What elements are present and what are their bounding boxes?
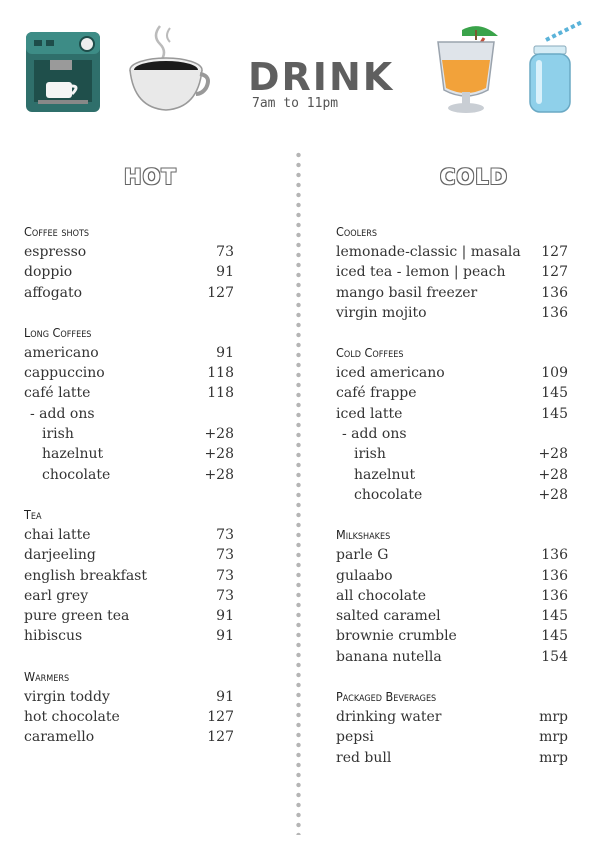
column-divider (296, 150, 301, 835)
menu-item (24, 383, 234, 403)
item-name: virgin toddy (24, 688, 110, 705)
menu-item (336, 363, 568, 383)
item-price: 145 (541, 385, 568, 402)
item-price: 136 (541, 284, 568, 301)
item-name: mango basil freezer (336, 284, 478, 301)
item-name: red bull (336, 749, 392, 766)
menu-item (24, 566, 234, 586)
section-title: Tea (24, 506, 42, 522)
menu-section (24, 323, 234, 485)
item-price: 127 (207, 709, 234, 726)
item-name: chocolate (354, 486, 423, 503)
menu-item (336, 404, 568, 424)
section-title: Coffee shots (24, 224, 90, 239)
item-price: 91 (216, 628, 234, 645)
item-price: 73 (216, 547, 234, 564)
item-name: hazelnut (354, 466, 416, 483)
item-price: 109 (541, 365, 568, 382)
menu-item (336, 626, 568, 646)
item-price: +28 (204, 446, 234, 463)
item-price: 91 (216, 264, 234, 281)
menu-section (336, 343, 568, 505)
item-price: +28 (204, 466, 234, 483)
item-price: 136 (541, 567, 568, 584)
item-price: 136 (541, 547, 568, 564)
item-name: - add ons (30, 405, 95, 422)
menu-item (24, 283, 234, 303)
item-price: 127 (207, 284, 234, 301)
item-name: drinking water (336, 709, 442, 726)
item-price: 73 (216, 587, 234, 604)
menu-item (336, 647, 568, 667)
espresso-machine-icon (24, 30, 102, 116)
item-price: +28 (204, 426, 234, 443)
cold-column (336, 222, 568, 788)
menu-section (24, 667, 234, 748)
item-name: affogato (24, 284, 83, 301)
section-title: Cold Coffees (336, 345, 404, 361)
item-name: gulaabo (336, 567, 393, 584)
item-price: mrp (539, 709, 568, 726)
menu-item (336, 303, 568, 323)
item-price: mrp (539, 749, 568, 766)
item-price: 73 (216, 567, 234, 584)
item-name: parle G (336, 547, 389, 564)
item-price: +28 (538, 466, 568, 483)
item-name: iced americano (336, 365, 445, 382)
item-name: brownie crumble (336, 628, 457, 645)
menu-item (336, 383, 568, 403)
menu-item (24, 727, 234, 747)
item-name: doppio (24, 264, 73, 281)
menu-title: DRINK (248, 55, 395, 99)
item-price: 145 (541, 608, 568, 625)
item-price: 127 (207, 729, 234, 746)
menu-item (24, 586, 234, 606)
menu-item (336, 242, 568, 262)
item-price: 73 (216, 244, 234, 260)
orange-cocktail-icon (434, 20, 514, 116)
item-price: 127 (541, 244, 568, 260)
item-price: mrp (539, 729, 568, 746)
item-name: espresso (24, 244, 87, 260)
item-price: 127 (541, 264, 568, 281)
item-name: irish (354, 446, 386, 463)
menu-item (336, 748, 568, 768)
item-price: 118 (207, 365, 234, 382)
menu-item (24, 707, 234, 727)
menu-section (336, 222, 568, 323)
item-name: café frappe (336, 385, 417, 402)
item-name: hot chocolate (24, 709, 120, 726)
item-name: cappuccino (24, 365, 105, 382)
menu-item (24, 626, 234, 646)
item-name: pure green tea (24, 608, 130, 625)
menu-section (336, 687, 568, 768)
menu-item (336, 707, 568, 727)
menu-item (24, 545, 234, 565)
cold-heading: COLD (440, 165, 509, 189)
menu-item (336, 586, 568, 606)
menu-item (24, 606, 234, 626)
add-on-item (24, 444, 234, 464)
menu-item (336, 262, 568, 282)
item-name: banana nutella (336, 648, 442, 665)
menu-item (336, 545, 568, 565)
iced-drink-jar-icon (524, 18, 588, 116)
menu-item (336, 727, 568, 747)
item-price: 136 (541, 304, 568, 321)
hot-column (24, 222, 234, 768)
item-name: lemonade-classic | masala (336, 244, 521, 260)
add-ons-label (24, 404, 234, 424)
menu-section (24, 505, 234, 647)
section-title: Milkshakes (336, 527, 391, 543)
item-name: caramello (24, 729, 95, 746)
menu-section (24, 222, 234, 303)
menu-item (24, 525, 234, 545)
item-price: 91 (216, 688, 234, 705)
menu-item (24, 262, 234, 282)
item-name: chocolate (42, 466, 111, 483)
item-price: 145 (541, 628, 568, 645)
item-name: americano (24, 344, 99, 361)
item-name: hazelnut (42, 446, 104, 463)
item-name: hibiscus (24, 628, 83, 645)
menu-item (336, 566, 568, 586)
menu-item (336, 606, 568, 626)
add-on-item (24, 424, 234, 444)
item-name: iced latte (336, 405, 403, 422)
menu-item (24, 687, 234, 707)
section-title: Packaged Beverages (336, 689, 437, 705)
add-ons-label (336, 424, 568, 444)
opening-hours: 7am to 11pm (252, 96, 339, 111)
item-price: 145 (541, 405, 568, 422)
add-on-item (24, 465, 234, 485)
item-name: irish (42, 426, 74, 443)
add-on-item (336, 444, 568, 464)
add-on-item (336, 485, 568, 505)
item-price: 118 (207, 385, 234, 402)
menu-section (336, 525, 568, 667)
item-name: english breakfast (24, 567, 147, 584)
item-name: darjeeling (24, 547, 96, 564)
item-price: 154 (541, 648, 568, 665)
item-name: earl grey (24, 587, 89, 604)
item-name: all chocolate (336, 587, 427, 604)
menu-item (336, 283, 568, 303)
item-name: salted caramel (336, 608, 441, 625)
section-title: Coolers (336, 224, 377, 239)
item-price: 73 (216, 526, 234, 543)
item-price: 136 (541, 587, 568, 604)
item-name: iced tea - lemon | peach (336, 264, 506, 281)
item-price: +28 (538, 486, 568, 503)
menu-item (24, 242, 234, 262)
item-name: café latte (24, 385, 91, 402)
menu-item (24, 343, 234, 363)
hot-heading: HOT (124, 165, 177, 189)
item-price: 91 (216, 608, 234, 625)
item-name: chai latte (24, 526, 91, 543)
menu-item (24, 363, 234, 383)
item-name: pepsi (336, 729, 374, 746)
item-name: - add ons (342, 426, 407, 443)
coffee-cup-icon (126, 22, 210, 114)
item-price: 91 (216, 344, 234, 361)
section-title: Long Coffees (24, 324, 92, 340)
section-title: Warmers (24, 668, 70, 684)
item-name: virgin mojito (336, 304, 427, 321)
item-price: +28 (538, 446, 568, 463)
add-on-item (336, 465, 568, 485)
